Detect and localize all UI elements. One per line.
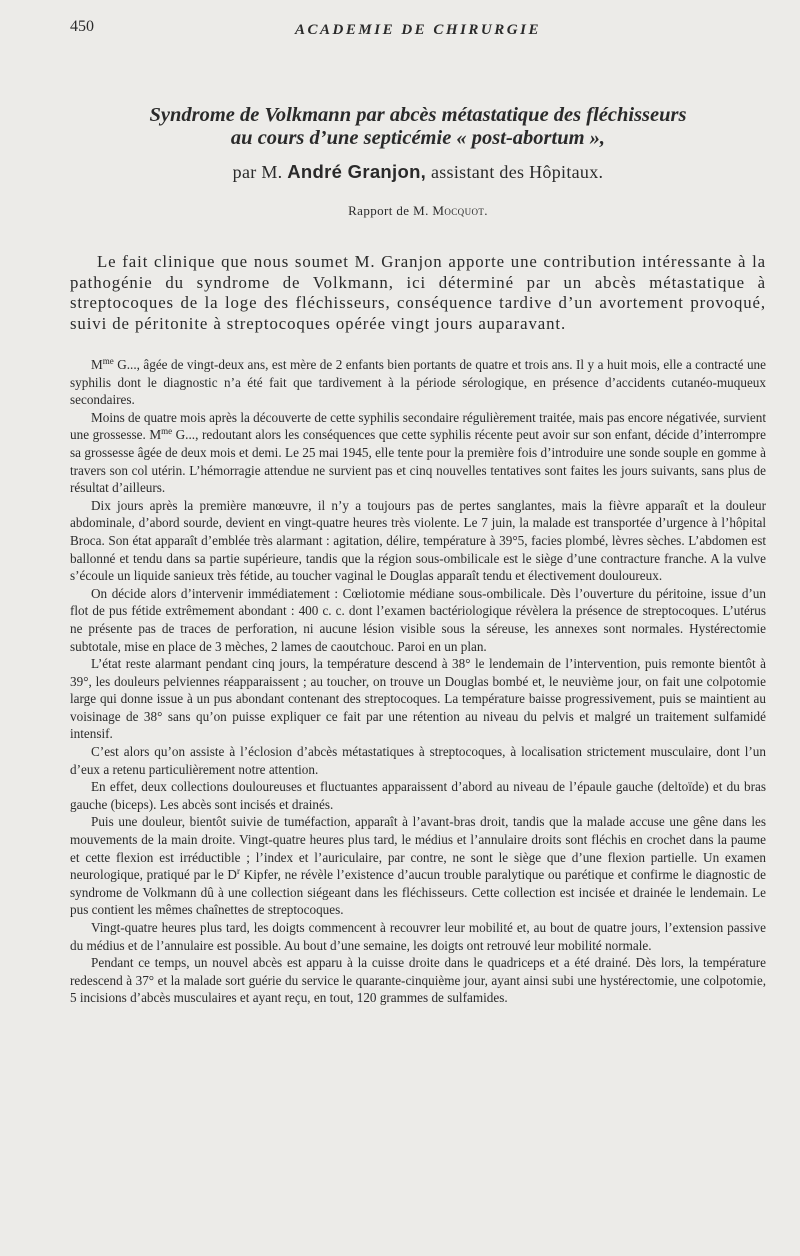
article-title-line-1: Syndrome de Volkmann par abcès métastatique des fléchisseurs (149, 104, 687, 126)
paragraph-8 (70, 813, 766, 919)
case-report-body (70, 356, 766, 1007)
intro-paragraph: Le fait clinique que nous soumet M. Granjon apporte une contribution intéressante à la pathogénie du syndrome de Volkmann, ici déterminé par un abcès métastatique à streptocoques de la loge des fléchisseurs, conséquence tardive d’un avortement provoqué, suivi de péritonite à streptocoques opérée vingt jours auparavant. (70, 252, 766, 333)
paragraph-4: On décide alors d’intervenir immédiatement : Cœliotomie médiane sous-ombilicale. Dès l’ouverture du péritoine, issue d’un flot de pus fétide extrêmement abondant : 400 c. c. dont l’examen bactériologique révèlera la présence de streptocoques. L’utérus ne présente pas de traces de perforation, ni aucune lésion visible sous la séreuse, les annexes sont normales. Hystérectomie subtotale, mise en place de 3 mèches, 2 lames de caoutchouc. Paroi en un plan. (70, 585, 766, 654)
paragraph-10: Pendant ce temps, un nouvel abcès est apparu à la cuisse droite dans le quadriceps et a été drainé. Dès lors, la température redescend à 37° et la malade sort guérie du service le quarante-cinquième jour, ayant ainsi subi une hystérectomie, une colpotomie, 5 incisions d’abcès musculaires et ayant reçu, en tout, 120 grammes de sulfamides. (70, 955, 766, 1006)
paragraph-text: G..., redoutant alors les conséquences que cette syphilis récente peut avoir sur son enfant, décide d’interrompre sa grossesse âgée de deux mois et demi. Le 25 mai 1945, elle tente pour la première fois d’introduire une sonde souple en gomme à travers son col utérin. L’hémorragie attendue ne survient pas et cinq nouvelles tentatives sont faites les jours suivants, sans plus de résultat d’ailleurs. (70, 427, 766, 496)
superscript: me (161, 426, 173, 437)
paragraph-text: G..., âgée de vingt-deux ans, est mère de 2 enfants bien portants de quatre et trois ans. Il y a huit mois, elle a contracté une syphilis dont le diagnostic n’a été fait que tardivement à la période sérologique, en présence d’accidents cutanéo-muqueux secondaires. (70, 357, 766, 408)
byline-suffix: assistant des Hôpitaux. (430, 162, 604, 182)
paragraph-1 (70, 356, 766, 409)
article-title (70, 104, 766, 150)
paragraph-text: Puis une douleur, bientôt suivie de tuméfaction, apparaît à l’avant-bras droit, tandis que la malade accuse une gêne dans les mouvements de la main droite. Vingt-quatre heures plus tard, le médius et l’annulaire droits sont fléchis en crochet dans la paume et cette flexion est irréductible ; l’index et l’auriculaire, par contre, ne sont le siège que d’une flexion partielle. Un examen neurologique, pratiqué par le D (70, 814, 766, 883)
paragraph-3: Dix jours après la première manœuvre, il n’y a toujours pas de pertes sanglantes, mais la fièvre apparaît et la douleur abdominale, d’abord sourde, devient en vingt-quatre heures très violente. Le 7 juin, la malade est transportée d’urgence à l’hôpital Broca. Son état apparaît d’emblée très alarmant : agitation, délire, température à 39°5, facies plombé, lèvres sèches. L’abdomen est ballonné et tendu dans sa partie supérieure, tandis que la région sous-ombilicale est le siège d’une contracture franche. A la vulve s’écoule un liquide sanieux très fétide, au toucher vaginal le Douglas apparaît tendu et électivement douloureux. (70, 497, 766, 584)
superscript: me (102, 356, 114, 366)
page-number: 450 (70, 18, 94, 35)
rapport-prefix: Rapport de M. (348, 203, 429, 218)
superscript: r (236, 866, 240, 877)
abbrev: M (91, 357, 103, 372)
byline (70, 161, 766, 183)
paragraph-2 (70, 409, 766, 497)
article-title-line-2: au cours d’une septicémie « post-abortum », (230, 127, 606, 149)
byline-prefix: par M. (232, 162, 283, 182)
paragraph-6: C’est alors qu’on assiste à l’éclosion d’abcès métastatiques à streptocoques, à localisation strictement musculaire, dont l’un d’eux a retenu particulièrement notre attention. (70, 744, 766, 777)
paragraph-5: L’état reste alarmant pendant cinq jours, la température descend à 38° le lendemain de l’intervention, puis remonte bientôt à 39°, les douleurs pelviennes réapparaissent ; au toucher, on trouve un Douglas bombé et, le neuvième jour, on fait une colpotomie large qui donne issue à un pus abondant contenant des streptocoques. La température baisse progressivement, puis se maintient au voisinage de 38° sans qu’on puisse expliquer ce fait par une rétention au niveau du pelvis et malgré un traitement sulfamidé intensif. (70, 656, 766, 742)
paragraph-text: Kipfer, ne révèle l’existence d’aucun trouble paralytique ou parétique et confirme le diagnostic de syndrome de Volkmann dû à une collection siégeant dans les fléchisseurs. Cette collection est incisée et drainée le lendemain. Le pus contient les mêmes chaînettes de streptocoques. (70, 867, 767, 918)
paragraph-text: Moins de quatre mois après la découverte de cette syphilis secondaire régulièrement traitée, mais pas encore négativée, survient une grossesse. M (70, 409, 766, 443)
paragraph-7: En effet, deux collections douloureuses et fluctuantes apparaissent d’abord au niveau de l’épaule gauche (deltoïde) et du bras gauche (biceps). Les abcès sont incisés et drainés. (70, 779, 766, 812)
rapport-line (70, 203, 766, 219)
journal-title: ACADEMIE DE CHIRURGIE (295, 22, 541, 38)
rapporteur-name: Mocquot. (432, 203, 488, 218)
running-header (70, 18, 766, 48)
paragraph-9: Vingt-quatre heures plus tard, les doigts commencent à recouvrer leur mobilité et, au bout de quatre jours, l’extension passive du médius et de l’annulaire est possible. Au bout d’une semaine, les doigts ont retrouvé leur mobilité normale. (70, 920, 766, 953)
author-name: André Granjon, (287, 161, 427, 182)
